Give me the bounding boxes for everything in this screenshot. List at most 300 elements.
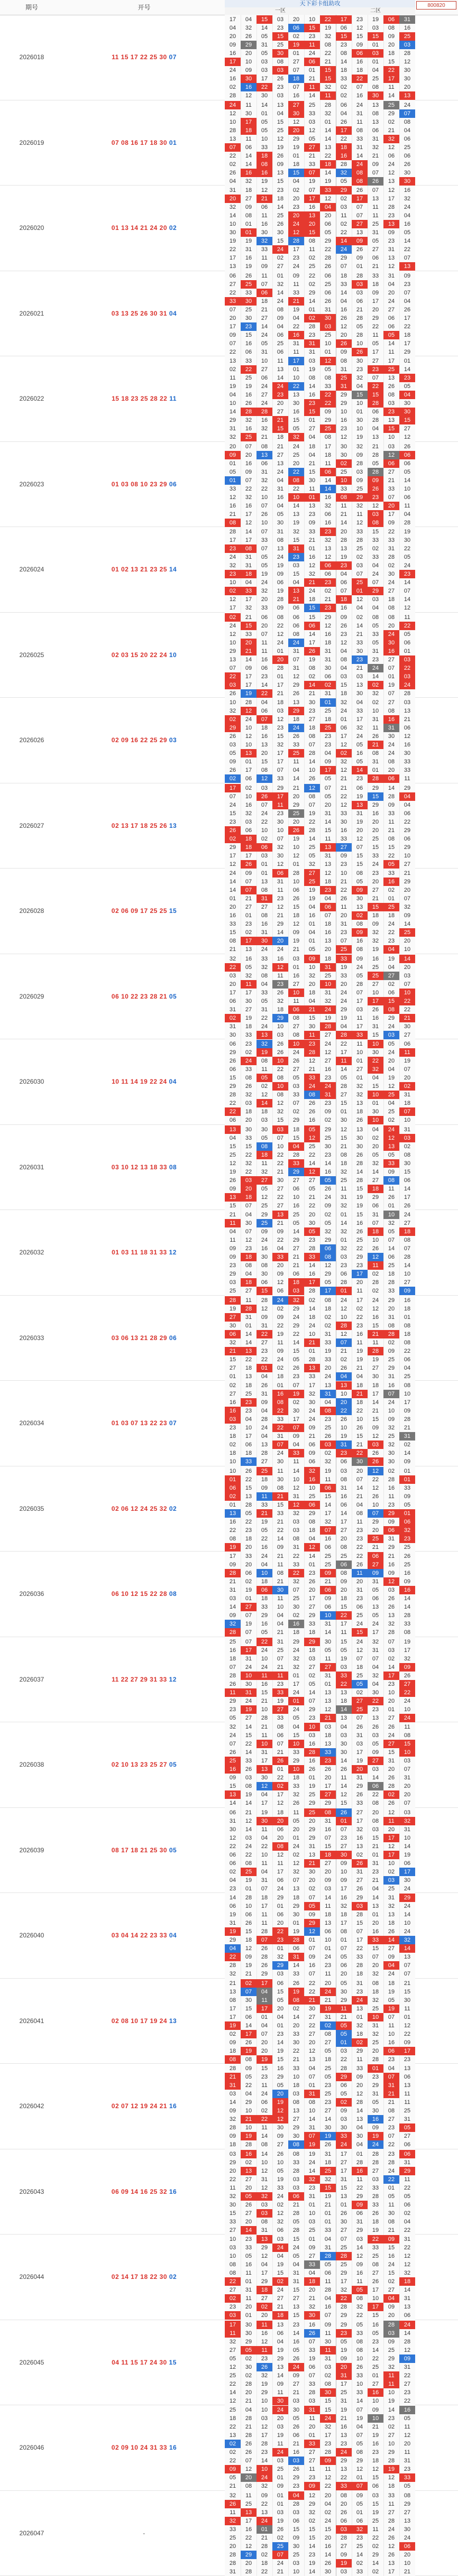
grid-number: 21 (304, 1338, 320, 1347)
grid-number: 22 (399, 2243, 415, 2252)
grid-number: 07 (399, 289, 415, 297)
grid-number: 31 (352, 1868, 368, 1876)
grid-number: 06 (225, 272, 241, 280)
table-header (0, 0, 458, 15)
grid-number: 11 (320, 2329, 336, 2338)
grid-number: 08 (352, 2346, 368, 2355)
grid-number: 02 (288, 1398, 304, 1407)
grid-number: 21 (241, 2423, 257, 2431)
grid-number: 21 (368, 741, 383, 749)
grid-number: 15 (288, 1134, 304, 1142)
grid-number: 19 (288, 937, 304, 945)
grid-number: 14 (241, 152, 257, 160)
grid-number: 32 (352, 502, 368, 510)
grid-number: 24 (320, 1988, 336, 1996)
grid-number: 08 (336, 493, 352, 502)
red-balls: 11 15 17 22 25 30 (112, 53, 167, 61)
grid-number: 32 (352, 724, 368, 732)
grid-number: 17 (352, 1296, 368, 1305)
grid-number: 06 (320, 1586, 336, 1594)
grid-number: 13 (399, 262, 415, 271)
grid-number: 11 (272, 1672, 288, 1680)
grid-number: 31 (272, 1432, 288, 1441)
grid-number: 02 (257, 2551, 272, 2559)
grid-number: 02 (352, 1305, 368, 1313)
period-cell: 2026046 (0, 2405, 63, 2491)
grid-number: 20 (257, 2038, 272, 2047)
grid-number: 07 (320, 1834, 336, 1842)
grid-number: 24 (320, 2517, 336, 2525)
grid-number: 10 (399, 485, 415, 493)
grid-number: 02 (225, 587, 241, 595)
grid-number: 11 (257, 1159, 272, 1168)
grid-number: 16 (257, 920, 272, 928)
grid-number: 03 (288, 2397, 304, 2405)
grid-number: 32 (368, 1672, 383, 1680)
grid-number: 16 (336, 1894, 352, 1902)
grid-number: 09 (225, 451, 241, 459)
grid-number: 29 (257, 2388, 272, 2397)
grid-number: 15 (288, 2235, 304, 2243)
period-cell: 2026047 (0, 2491, 63, 2576)
period-cell: 2026018 (0, 15, 63, 100)
grid-number: 18 (304, 2277, 320, 2286)
grid-number: 02 (320, 681, 336, 689)
grid-number: 30 (352, 2132, 368, 2140)
grid-number: 19 (399, 1638, 415, 1646)
grid-number: 02 (288, 1107, 304, 1116)
grid-number: 18 (241, 1364, 257, 1372)
grid-number: 31 (320, 989, 336, 997)
grid-number: 29 (225, 1082, 241, 1091)
grid-number: 14 (304, 2542, 320, 2551)
grid-number: 04 (383, 2294, 399, 2303)
grid-number: 14 (399, 1944, 415, 1953)
grid-number: 24 (257, 1236, 272, 1244)
grid-number: 07 (304, 2073, 320, 2081)
grid-number: 32 (241, 1091, 257, 1099)
grid-number: 04 (288, 314, 304, 322)
grid-number: 09 (383, 1168, 399, 1176)
grid-number: 15 (272, 424, 288, 433)
grid-number: 29 (257, 2277, 272, 2286)
table-row (0, 100, 458, 186)
grid-number: 08 (368, 613, 383, 622)
grid-number: 18 (288, 160, 304, 169)
grid-number: 32 (352, 374, 368, 382)
grid-number: 22 (225, 1107, 241, 1116)
grid-number: 12 (368, 1305, 383, 1313)
grid-number: 03 (272, 2508, 288, 2517)
grid-number: 23 (383, 2150, 399, 2158)
grid-number: 27 (304, 1603, 320, 1611)
grid-number: 33 (257, 955, 272, 963)
grid-number: 26 (383, 1774, 399, 1782)
grid-number: 01 (368, 766, 383, 774)
grid-number: 33 (383, 869, 399, 878)
grid-number: 26 (336, 118, 352, 126)
grid-number: 23 (272, 1680, 288, 1688)
grid-number: 06 (336, 578, 352, 587)
grid-number: 05 (352, 322, 368, 331)
grid-number: 27 (225, 2226, 241, 2235)
grid-number: 13 (399, 1953, 415, 1961)
grid-number: 13 (288, 2303, 304, 2311)
grid-number: 05 (368, 237, 383, 245)
grid-number: 18 (288, 1894, 304, 1902)
grid-number: 09 (352, 476, 368, 485)
grid-number: 05 (399, 630, 415, 639)
grid-number: 21 (352, 664, 368, 672)
grid-number: 04 (304, 903, 320, 911)
grid-number: 12 (383, 2473, 399, 2482)
grid-number: 30 (383, 2209, 399, 2218)
grid-number: 20 (368, 1961, 383, 1970)
grid-number: 05 (304, 1680, 320, 1688)
grid-number: 19 (272, 2431, 288, 2440)
grid-number: 01 (352, 408, 368, 416)
grid-number: 17 (304, 1278, 320, 1287)
grid-number: 26 (241, 399, 257, 408)
grid-number: 18 (320, 1305, 336, 1313)
grid-number: 02 (241, 1577, 257, 1586)
grid-number: 03 (352, 1902, 368, 1910)
grid-number: 28 (225, 2064, 241, 2073)
grid-number: 13 (352, 1842, 368, 1851)
grid-number: 22 (257, 1330, 272, 1338)
grid-number: 25 (241, 433, 257, 441)
grid-number: 18 (288, 715, 304, 724)
grid-number: 02 (368, 1287, 383, 1295)
grid-number: 03 (383, 1031, 399, 1039)
analysis-grid (225, 1979, 415, 2064)
grid-number: 06 (257, 459, 272, 468)
grid-number: 24 (257, 1663, 272, 1672)
grid-number: 05 (320, 1219, 336, 1227)
grid-number: 03 (272, 1031, 288, 1039)
grid-number: 19 (241, 1790, 257, 1799)
grid-number: 24 (320, 1372, 336, 1381)
grid-number: 17 (241, 510, 257, 519)
grid-number: 28 (336, 2303, 352, 2311)
grid-number: 14 (320, 135, 336, 143)
grid-number: 11 (257, 2081, 272, 2090)
grid-number: 24 (399, 2321, 415, 2329)
grid-number: 02 (272, 2277, 288, 2286)
grid-number: 10 (257, 2158, 272, 2167)
grid-number: 32 (225, 1338, 241, 1347)
grid-number: 14 (288, 2329, 304, 2338)
draw-numbers-cell (63, 1552, 225, 1637)
grid-number: 30 (272, 818, 288, 826)
grid-number: 12 (399, 604, 415, 612)
grid-number: 11 (368, 203, 383, 211)
grid-number: 12 (399, 433, 415, 441)
grid-number: 32 (225, 561, 241, 570)
grid-number: 05 (288, 1817, 304, 1825)
grid-number: 24 (257, 1552, 272, 1561)
grid-number: 31 (383, 1535, 399, 1543)
grid-number: 31 (288, 1492, 304, 1501)
grid-number: 19 (304, 2140, 320, 2149)
grid-number: 01 (272, 2500, 288, 2508)
grid-number: 33 (336, 809, 352, 818)
grid-number: 21 (288, 784, 304, 792)
grid-number: 02 (272, 1364, 288, 1372)
grid-number: 30 (288, 1603, 304, 1611)
grid-number: 30 (320, 2388, 336, 2397)
grid-number: 21 (399, 869, 415, 878)
grid-number: 26 (304, 1765, 320, 1774)
grid-number: 14 (399, 955, 415, 963)
grid-number: 02 (383, 1338, 399, 1347)
grid-number: 23 (288, 1372, 304, 1381)
grid-number: 02 (368, 544, 383, 553)
grid-number: 02 (304, 672, 320, 681)
grid-number: 02 (225, 2448, 241, 2457)
grid-number: 24 (272, 2286, 288, 2294)
grid-number: 04 (272, 1244, 288, 1253)
grid-number: 24 (257, 1424, 272, 1432)
grid-number: 31 (368, 1022, 383, 1031)
grid-number: 26 (257, 1961, 272, 1970)
grid-number: 31 (225, 2081, 241, 2090)
grid-number: 33 (272, 1714, 288, 1722)
analysis-grid (225, 2405, 415, 2491)
grid-number: 21 (288, 297, 304, 306)
grid-number: 33 (241, 587, 257, 595)
draw-numbers-cell (63, 613, 225, 698)
grid-number: 17 (257, 75, 272, 83)
grid-number: 18 (288, 911, 304, 920)
grid-number: 16 (399, 2406, 415, 2414)
grid-number: 30 (304, 1022, 320, 1031)
grid-number: 06 (320, 220, 336, 228)
grid-number: 10 (336, 1424, 352, 1432)
grid-number: 13 (399, 2303, 415, 2311)
grid-number: 11 (336, 211, 352, 220)
grid-number: 14 (241, 2021, 257, 2030)
grid-number: 19 (368, 2431, 383, 2440)
grid-number: 33 (399, 1620, 415, 1628)
grid-number: 32 (368, 1638, 383, 1646)
grid-number: 20 (272, 937, 288, 945)
grid-number: 32 (288, 1577, 304, 1586)
grid-number: 03 (383, 399, 399, 408)
grid-number: 32 (368, 143, 383, 152)
grid-number: 06 (336, 724, 352, 732)
grid-number: 32 (320, 1227, 336, 1236)
grid-number: 32 (399, 1526, 415, 1535)
grid-number: 05 (257, 1074, 272, 1082)
grid-number: 04 (257, 1868, 272, 1876)
grid-number: 31 (304, 348, 320, 356)
grid-number: 24 (257, 2473, 272, 2482)
grid-number: 23 (383, 408, 399, 416)
grid-number: 21 (383, 2226, 399, 2235)
grid-number: 07 (241, 476, 257, 485)
grid-number: 32 (368, 928, 383, 937)
grid-number: 05 (272, 2167, 288, 2175)
grid-number: 10 (288, 1475, 304, 1484)
grid-number: 08 (320, 1407, 336, 1415)
grid-number: 02 (225, 365, 241, 374)
grid-number: 30 (257, 91, 272, 100)
grid-number: 31 (399, 1774, 415, 1782)
grid-number: 12 (399, 2260, 415, 2269)
grid-number: 33 (272, 774, 288, 783)
grid-number: 04 (257, 2021, 272, 2030)
grid-number: 13 (320, 1688, 336, 1697)
grid-number: 04 (336, 1372, 352, 1381)
grid-number: 07 (383, 689, 399, 698)
grid-number: 28 (241, 2380, 257, 2388)
grid-number: 23 (320, 886, 336, 894)
grid-number: 33 (352, 1953, 368, 1961)
grid-number: 12 (320, 1261, 336, 1270)
grid-number: 24 (304, 2158, 320, 2167)
grid-number: 22 (257, 1355, 272, 1364)
analysis-grid (225, 2320, 415, 2406)
grid-number: 19 (241, 382, 257, 391)
grid-number: 11 (272, 1859, 288, 1868)
grid-number: 33 (304, 2440, 320, 2448)
grid-number: 16 (352, 58, 368, 66)
grid-number: 33 (368, 2243, 383, 2252)
grid-number: 02 (320, 2508, 336, 2517)
grid-number: 07 (368, 169, 383, 177)
grid-number: 32 (257, 237, 272, 245)
grid-number: 09 (288, 2371, 304, 2380)
grid-number: 05 (399, 1501, 415, 1509)
grid-number: 01 (241, 2311, 257, 2320)
grid-number: 19 (225, 1927, 241, 1936)
grid-number: 33 (368, 272, 383, 280)
grid-number: 20 (225, 2542, 241, 2551)
grid-number: 24 (399, 1697, 415, 1705)
grid-number: 09 (336, 1859, 352, 1868)
grid-number: 24 (272, 1885, 288, 1893)
grid-number: 26 (320, 2559, 336, 2568)
grid-number: 32 (272, 2218, 288, 2226)
grid-number: 14 (352, 1168, 368, 1176)
grid-number: 01 (272, 2473, 288, 2482)
grid-number: 20 (257, 622, 272, 630)
grid-number: 06 (272, 1876, 288, 1885)
grid-number: 23 (320, 732, 336, 741)
grid-number: 14 (241, 160, 257, 169)
grid-number: 16 (383, 647, 399, 655)
grid-number: 27 (304, 715, 320, 724)
grid-number: 02 (336, 1355, 352, 1364)
table-row (0, 869, 458, 954)
grid-number: 06 (368, 1782, 383, 1790)
grid-number: 22 (336, 792, 352, 801)
grid-number: 07 (352, 83, 368, 91)
grid-number: 15 (368, 1031, 383, 1039)
grid-number: 14 (257, 24, 272, 32)
issue-badge[interactable]: 800820 (416, 1, 456, 10)
grid-number: 02 (383, 1790, 399, 1799)
grid-number: 10 (320, 339, 336, 348)
grid-number: 11 (272, 1338, 288, 1347)
grid-number: 16 (241, 169, 257, 177)
grid-number: 17 (383, 510, 399, 519)
grid-number: 23 (383, 237, 399, 245)
grid-number: 31 (383, 544, 399, 553)
grid-number: 08 (383, 24, 399, 32)
period-cell: 2026027 (0, 783, 63, 869)
grid-number: 07 (368, 1953, 383, 1961)
grid-number: 11 (241, 980, 257, 989)
grid-number: 15 (399, 1168, 415, 1176)
grid-number: 08 (336, 1151, 352, 1159)
grid-number: 31 (257, 468, 272, 476)
grid-number: 11 (336, 2005, 352, 2013)
grid-number: 02 (257, 1082, 272, 1091)
grid-number: 19 (336, 1432, 352, 1441)
grid-number: 32 (320, 1457, 336, 1466)
grid-number: 25 (368, 220, 383, 228)
grid-number: 16 (368, 1927, 383, 1936)
grid-number: 08 (336, 357, 352, 365)
table-row (0, 186, 458, 271)
grid-number: 28 (368, 2192, 383, 2201)
period-cell: 2026026 (0, 698, 63, 783)
grid-number: 28 (352, 1961, 368, 1970)
grid-number: 26 (241, 2038, 257, 2047)
grid-number: 16 (320, 928, 336, 937)
grid-number: 10 (257, 1851, 272, 1859)
grid-number: 20 (225, 442, 241, 451)
grid-number: 30 (272, 519, 288, 527)
grid-number: 08 (383, 2107, 399, 2115)
grid-number: 32 (225, 203, 241, 211)
grid-number: 11 (399, 774, 415, 783)
grid-number: 18 (257, 724, 272, 732)
grid-number: 23 (352, 2534, 368, 2542)
grid-number: 13 (352, 228, 368, 237)
grid-number: 01 (320, 2218, 336, 2226)
grid-number: 28 (336, 1031, 352, 1039)
grid-number: 01 (336, 715, 352, 724)
grid-number: 11 (288, 997, 304, 1005)
grid-number: 12 (320, 622, 336, 630)
grid-number: 11 (257, 1065, 272, 1074)
grid-number: 28 (304, 1048, 320, 1057)
grid-number: 03 (241, 1099, 257, 1107)
grid-number: 05 (383, 1151, 399, 1159)
grid-number: 33 (304, 1372, 320, 1381)
grid-number: 25 (272, 2542, 288, 2551)
grid-number: 12 (304, 1543, 320, 1552)
grid-number: 10 (399, 1919, 415, 1927)
grid-number: 28 (352, 331, 368, 339)
grid-number: 29 (304, 289, 320, 297)
grid-number: 15 (383, 997, 399, 1005)
grid-number: 20 (336, 911, 352, 920)
grid-number: 20 (288, 792, 304, 801)
grid-number: 14 (399, 1842, 415, 1851)
grid-number: 08 (225, 937, 241, 945)
grid-number: 13 (241, 1492, 257, 1501)
grid-number: 20 (399, 2440, 415, 2448)
grid-number: 09 (320, 2457, 336, 2465)
grid-number: 10 (336, 869, 352, 878)
grid-number: 31 (336, 2175, 352, 2184)
grid-number: 22 (272, 1193, 288, 1202)
grid-number: 25 (383, 903, 399, 911)
